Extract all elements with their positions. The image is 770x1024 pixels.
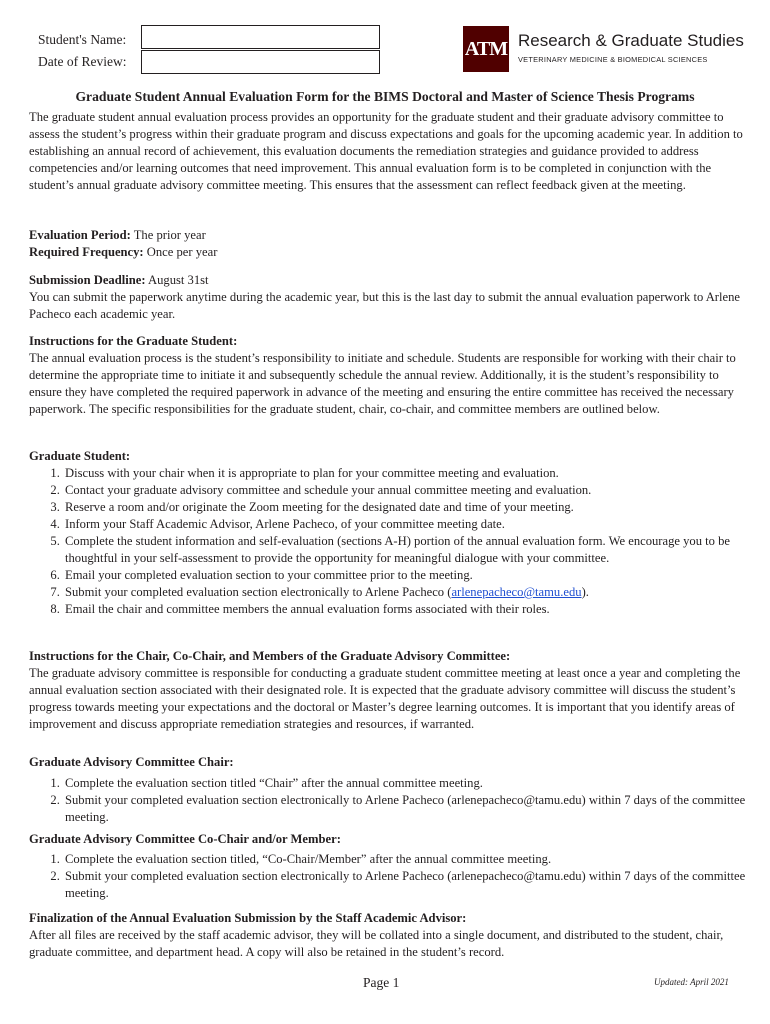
intro-paragraph: The graduate student annual evaluation process provides an opportunity for the graduate student and their graduate advisory committee to assess the student’s progress within their graduate program and discuss expectations and goals for the upcoming academic year. In addition to establishing an annual record of achievement, this evaluation documents the remediation strategies and guidance provided to address competencies and/or learning outcomes that need improvement. This annual evaluation form is to be completed in conjunction with the student’s annual graduate advisory committee meeting. This ensures that the assessment can reflect feedback given at the meeting. (29, 110, 743, 192)
chair-list (38, 775, 763, 826)
evaluation-period-value: The prior year (133, 228, 206, 242)
email-link[interactable]: arlenepacheco@tamu.edu (451, 585, 582, 599)
submission-deadline-text: You can submit the paperwork anytime during the academic year, but this is the last day to submit the annual evaluation paperwork to Arlene Pacheco each academic year. (29, 290, 740, 321)
list-item: 3. Reserve a room and/or originate the Zoom meeting for the designated date and time of your meeting. (63, 499, 763, 516)
student-name-field[interactable] (141, 25, 380, 49)
list-item: 8. Email the chair and committee members the annual evaluation forms associated with their roles. (63, 601, 763, 618)
graduate-student-list (38, 465, 763, 618)
required-frequency-value: Once per year (146, 245, 218, 259)
submission-deadline-value: August 31st (148, 273, 209, 287)
list-item: 5. Complete the student information and self-evaluation (sections A-H) portion of the annual evaluation form. We encourage you to be thoughtful in your self-assessment to provide the opportunity for meaningful dialogue with your committee. (63, 533, 763, 567)
list-item: 6. Email your completed evaluation section to your committee prior to the meeting. (63, 567, 763, 584)
updated-date: Updated: April 2021 (654, 977, 729, 987)
date-of-review-field[interactable] (141, 50, 380, 74)
page-number: Page 1 (363, 975, 400, 990)
submission-deadline (29, 272, 745, 289)
finalization-text: After all files are received by the staff academic advisor, they will be collated into a single document, and distributed to the student, chair, graduate committee, and department head. A copy will also be retained in the student’s record. (29, 928, 724, 959)
list-item-text: ). (581, 585, 589, 599)
list-item: 1. Complete the evaluation section titled “Chair” after the annual committee meeting. (63, 775, 763, 792)
graduate-student-heading: Graduate Student: (29, 449, 131, 463)
instructions-committee-heading: Instructions for the Chair, Co-Chair, and Members of the Graduate Advisory Committee: (29, 649, 511, 663)
cochair-list (38, 851, 763, 902)
logo-letters: ATM (464, 37, 508, 60)
required-frequency-label: Required Frequency: (29, 245, 144, 259)
list-item: 2. Contact your graduate advisory committee and schedule your annual committee meeting and evaluation. (63, 482, 763, 499)
instructions-student-heading: Instructions for the Graduate Student: (29, 334, 238, 348)
list-item: 1. Discuss with your chair when it is appropriate to plan for your committee meeting and evaluation. (63, 465, 763, 482)
chair-heading: Graduate Advisory Committee Chair: (29, 755, 234, 769)
page-title: Graduate Student Annual Evaluation Form for the BIMS Doctoral and Master of Science Thesis Programs (75, 89, 695, 104)
cochair-heading: Graduate Advisory Committee Co-Chair and/or Member: (29, 832, 341, 846)
list-item: 2. Submit your completed evaluation section electronically to Arlene Pacheco (arlenepacheco@tamu.edu) within 7 days of the committee meeting. (63, 792, 763, 826)
evaluation-period (29, 227, 745, 244)
evaluation-period-label: Evaluation Period: (29, 228, 131, 242)
finalization-heading: Finalization of the Annual Evaluation Submission by the Staff Academic Advisor: (29, 911, 467, 925)
list-item: 1. Complete the evaluation section titled, “Co-Chair/Member” after the annual committee meeting. (63, 851, 763, 868)
submission-deadline-label: Submission Deadline: (29, 273, 146, 287)
list-item: 4. Inform your Staff Academic Advisor, Arlene Pacheco, of your committee meeting date. (63, 516, 763, 533)
atm-logo (463, 26, 509, 72)
instructions-committee-text: The graduate advisory committee is responsible for conducting a graduate student committee meeting at least once a year and completing the annual evaluation section associated with their designated role. It is expected that the graduate advisory committee will discuss the student’s progress towards meeting your expectations and the doctoral or Master’s degree learning outcomes. It is important that you identify areas of improvement and discuss appropriate remediation strategies and resources, if warranted. (29, 666, 741, 731)
org-title: Research & Graduate Studies (518, 31, 744, 50)
student-name-label: Student's Name: (38, 32, 127, 47)
required-frequency (29, 244, 745, 261)
org-subtitle: VETERINARY MEDICINE & BIOMEDICAL SCIENCES (518, 55, 708, 64)
list-item (63, 584, 763, 601)
date-of-review-label: Date of Review: (38, 54, 127, 69)
list-item: 2. Submit your completed evaluation section electronically to Arlene Pacheco (arlenepacheco@tamu.edu) within 7 days of the committee meeting. (63, 868, 763, 902)
list-item-text: Submit your completed evaluation section electronically to Arlene Pacheco ( (65, 585, 452, 599)
instructions-student-text: The annual evaluation process is the student’s responsibility to initiate and schedule. Students are responsible for working with their chair to determine the appropriate time to initiate it and subsequently schedule the annual review. Additionally, it is the student’s responsibility to ensure they have completed the required paperwork in advance of the meeting and ensuring the entire committee has received the necessary paperwork. The specific responsibilities for the graduate student, chair, co-chair, and committee members are outlined below. (29, 351, 736, 416)
